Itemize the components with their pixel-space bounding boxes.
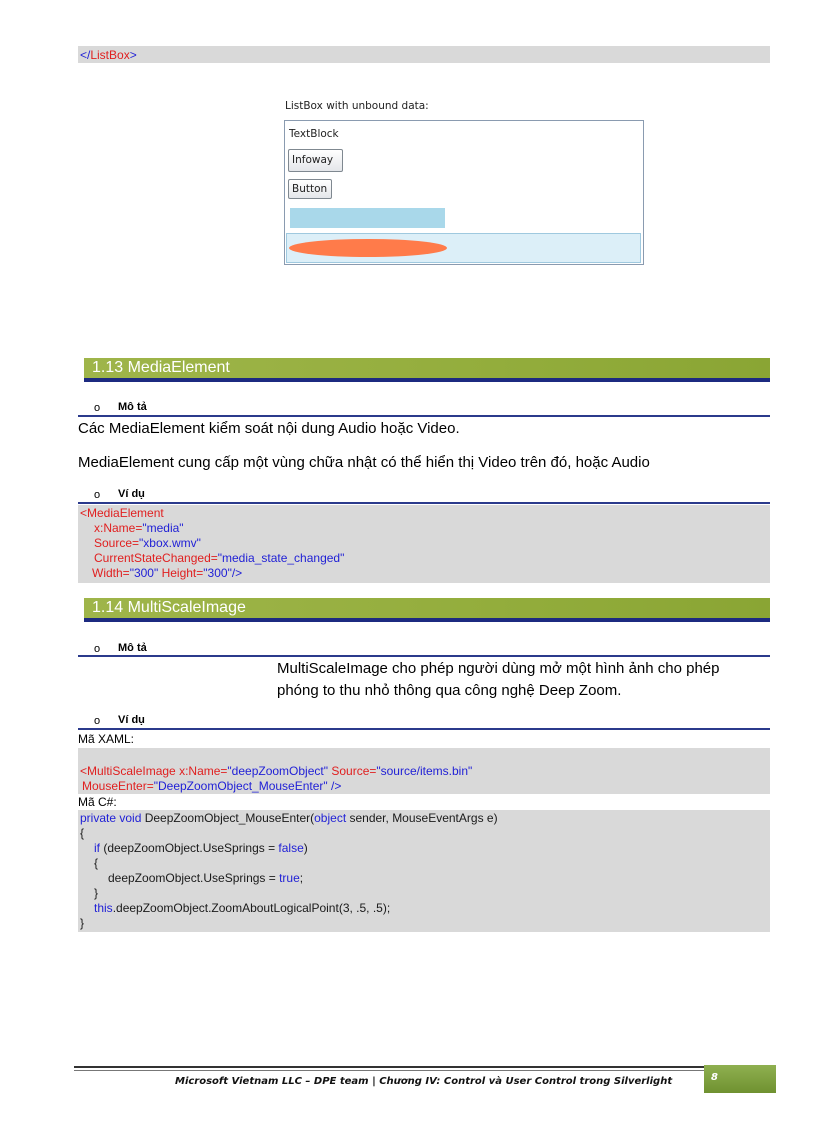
listbox-selected-item[interactable] [286, 233, 641, 263]
example-heading: Ví dụ [118, 488, 145, 500]
bullet-marker: o [94, 715, 101, 727]
code-line: deepZoomObject.UseSprings = true; [108, 871, 304, 885]
subheading-rule [78, 728, 770, 730]
code-line: <MediaElement [80, 506, 164, 520]
code-line: { [80, 826, 85, 840]
section-heading-mediaelement [84, 358, 770, 378]
body-text: MultiScaleImage cho phép người dùng mở một hình ảnh cho phép [277, 660, 720, 677]
footer-text: Microsoft Vietnam LLC – DPE team | Chương IV: Control và User Control trong Silverlight [175, 1076, 673, 1087]
code-line: this.deepZoomObject.ZoomAboutLogicalPoint(3, .5, .5); [94, 901, 391, 915]
csharp-label: Mã C#: [78, 795, 117, 809]
listbox-item-textblock[interactable]: TextBlock [289, 128, 339, 140]
csharp-code-block [78, 810, 770, 932]
code-line: } [94, 886, 99, 900]
section-rule [84, 378, 770, 382]
code-line: } [80, 916, 85, 930]
page-number-text: 8 [711, 1072, 718, 1083]
mediaelement-code-block [78, 505, 770, 583]
body-text: phóng to thu nhỏ thông qua công nghệ Deep Zoom. [277, 682, 622, 699]
listbox-ellipse-item [289, 239, 447, 257]
body-text: MediaElement cung cấp một vùng chữa nhật có thể hiển thị Video trên đó, hoặc Audio [78, 454, 650, 471]
subheading-rule [78, 655, 770, 657]
listbox-control[interactable] [284, 120, 644, 265]
section-title: 1.14 MultiScaleImage [92, 599, 246, 616]
bullet-marker: o [94, 489, 101, 501]
xaml-code-block [78, 748, 770, 794]
code-line: Source="xbox.wmv" [94, 536, 201, 550]
footer-rule [74, 1070, 776, 1071]
description-heading: Mô tả [118, 642, 147, 654]
code-line: { [94, 856, 99, 870]
listbox-caption: ListBox with unbound data: [285, 100, 429, 112]
top-code-block [78, 46, 770, 63]
bullet-marker: o [94, 402, 101, 414]
subheading-rule [78, 415, 770, 417]
footer-rule [74, 1066, 776, 1068]
code-line: <MultiScaleImage x:Name="deepZoomObject" Source="source/items.bin" [80, 764, 473, 778]
bullet-marker: o [94, 643, 101, 655]
code-line: </ListBox> [80, 48, 137, 62]
description-heading: Mô tả [118, 401, 147, 413]
code-line: CurrentStateChanged="media_state_changed" [94, 551, 345, 565]
infoway-button[interactable]: Infoway [288, 149, 343, 172]
code-line: Width="300" Height="300"/> [92, 566, 243, 580]
code-line: private void DeepZoomObject_MouseEnter(object sender, MouseEventArgs e) [80, 811, 498, 825]
section-heading-multiscaleimage [84, 598, 770, 618]
code-line: MouseEnter="DeepZoomObject_MouseEnter" /> [82, 779, 342, 793]
body-text: Các MediaElement kiểm soát nội dung Audio hoặc Video. [78, 420, 460, 437]
section-title: 1.13 MediaElement [92, 359, 230, 376]
listbox-rectangle-item[interactable] [290, 208, 445, 228]
xaml-label: Mã XAML: [78, 732, 135, 746]
section-rule [84, 618, 770, 622]
subheading-rule [78, 502, 770, 504]
page-number [704, 1065, 776, 1093]
example-heading: Ví dụ [118, 714, 145, 726]
listbox-button[interactable]: Button [288, 179, 332, 199]
code-line: if (deepZoomObject.UseSprings = false) [94, 841, 308, 855]
code-line: x:Name="media" [94, 521, 184, 535]
